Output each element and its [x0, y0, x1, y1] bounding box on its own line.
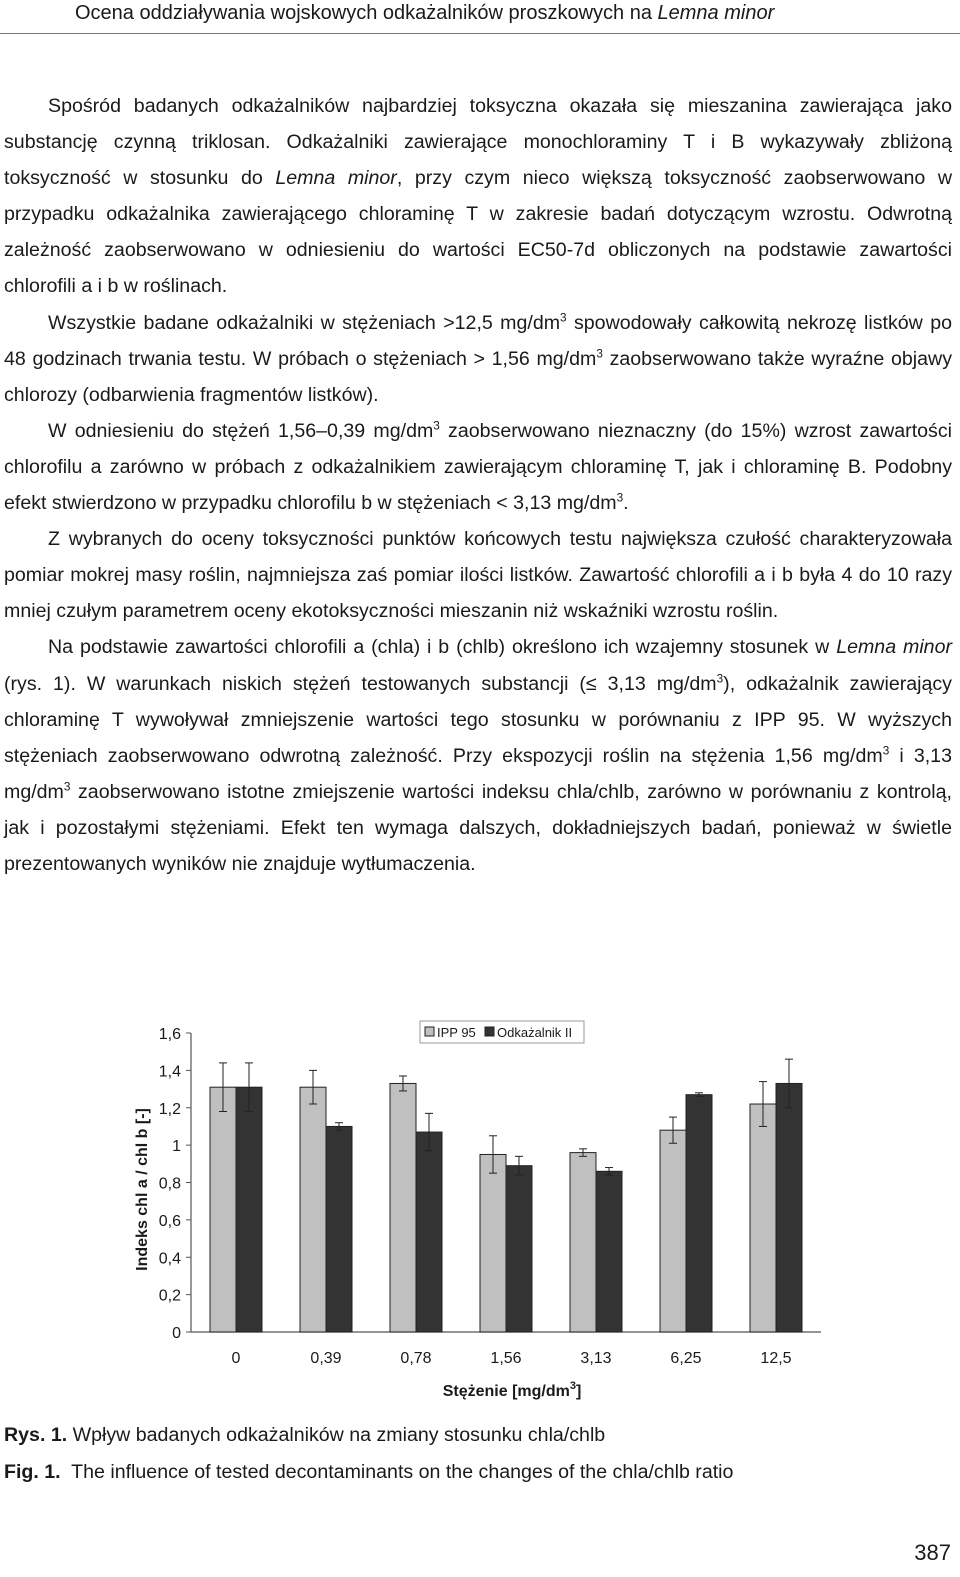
x-tick-label: 12,5 — [760, 1350, 792, 1367]
legend-swatch-ipp95 — [425, 1027, 434, 1036]
p2-sup-2: 3 — [596, 347, 603, 361]
p2-text-a: Wszystkie badane odkażalniki w stężeniach >12,5 mg/dm — [48, 311, 561, 334]
bar-ipp95 — [390, 1083, 416, 1332]
y-tick-label: 1,6 — [158, 1026, 181, 1043]
bar-ipp95 — [660, 1130, 686, 1332]
y-tick-label: 0 — [172, 1325, 181, 1342]
bar-odkazalnik-ii — [506, 1166, 532, 1332]
bar-chart — [0, 1010, 960, 1410]
bar-odkazalnik-ii — [596, 1171, 622, 1332]
p5-text-e: zaobserwowano istotne zmiejszenie wartości indeksu chla/chlb, zarówno w porównaniu z kontrolą, jak i pozostałymi stężeniami. Efekt ten wymaga dalszych, dokładniejszych badań, ponieważ w świetle prezentowanych wyników nie znajduje wytłumaczenia. — [4, 780, 952, 875]
x-axis-label-main: Stężenie [mg/dm — [442, 1383, 570, 1400]
y-tick-label: 1,4 — [158, 1063, 181, 1081]
p5-text-b: (rys. 1). W warunkach niskich stężeń testowanych substancji (≤ 3,13 mg/dm — [4, 672, 717, 695]
p1-text-b: , przy czym nieco większą toksyczność zaobserwowano w przypadku odkażalnika zawierającego chloraminę T w zakresie badań dotyczącym wzrostu. Odwrotną zależność zaobserwowano w odniesieniu do wartości EC50-7d obliczonych na podstawie zawartości chlorofili a i b w roślinach. — [4, 167, 952, 298]
p5-sup-1: 3 — [716, 671, 724, 685]
y-tick-label: 0,2 — [158, 1287, 181, 1305]
p2-text-b: spowodowały całkowitą nekrozę listków po 48 godzinach trwania testu. W próbach o stężeniach > 1,56 mg/dm — [4, 311, 952, 370]
y-tick-label: 1,2 — [158, 1100, 181, 1118]
x-tick-label: 0,78 — [400, 1350, 432, 1367]
running-head — [0, 0, 960, 38]
x-axis-label-sup: 3 — [569, 1380, 576, 1392]
caption-en-label: Fig. 1. — [4, 1461, 61, 1483]
bar-ipp95 — [300, 1087, 326, 1332]
p3-sup-1: 3 — [433, 419, 440, 433]
caption-pl-label: Rys. 1. — [4, 1424, 68, 1446]
caption-pl-text: Wpływ badanych odkażalników na zmiany stosunku chla/chlb — [67, 1424, 606, 1446]
p5-sup-2: 3 — [882, 744, 890, 758]
x-tick-label: 0 — [231, 1350, 241, 1367]
y-tick-label: 0,6 — [158, 1212, 181, 1230]
paragraph-4: Z wybranych do oceny toksyczności punktów końcowych testu największa czułość charakteryzowała pomiar mokrej masy roślin, najmniejsza zaś pomiar ilości listków. Zawartość chlorofili a i b była 4 do 10 razy mniej czułym parametrem oceny ekotoksyczności mieszanin niż wskaźniki wzrostu roślin. — [4, 528, 952, 623]
y-tick-label: 0,8 — [158, 1175, 181, 1193]
body-text — [4, 88, 952, 882]
x-tick-label: 0,39 — [310, 1350, 342, 1367]
legend-label-ipp95: IPP 95 — [437, 1025, 476, 1040]
legend-label-odkazalnik-ii: Odkażalnik II — [497, 1025, 573, 1040]
p5-sup-3: 3 — [63, 780, 71, 794]
bar-odkazalnik-ii — [416, 1132, 442, 1332]
bar-ipp95 — [570, 1153, 596, 1332]
paragraph-1 — [4, 88, 952, 305]
x-tick-label: 1,56 — [490, 1350, 522, 1367]
p1-text-a: Spośród badanych odkażalników najbardziej toksyczna okazała się mieszanina zawierająca jako substancję czynną triklosan. Odkażalniki zawierające monochloraminy T i B wykazywały zbliżoną toksyczność w stosunku do — [4, 95, 952, 190]
p5-species: Lemna minor — [836, 636, 952, 659]
y-tick-label: 0,4 — [158, 1250, 181, 1268]
p3-text-a: W odniesieniu do stężeń 1,56–0,39 mg/dm — [48, 419, 434, 442]
caption-en — [4, 1461, 733, 1484]
caption-en-text: The influence of tested decontaminants on the changes of the chla/chlb ratio — [60, 1461, 734, 1483]
x-tick-label: 3,13 — [580, 1350, 612, 1367]
p1-species: Lemna minor — [275, 167, 397, 190]
caption-pl — [4, 1424, 605, 1447]
p5-text-c: ), odkażalnik zawierający chloraminę T wywoływał zmniejszenie wartości tego stosunku w porównaniu z IPP 95. W wyższych stężeniach zaobserwowano odwrotną zależność. Przy ekspozycji roślin na stężenia 1,56 mg/dm — [4, 672, 952, 767]
x-axis-label-end: ] — [575, 1383, 582, 1400]
p3-text-c: . — [623, 492, 629, 515]
p2-text-c: zaobserwowano także wyraźne objawy chlorozy (odbarwienia fragmentów listków). — [4, 347, 952, 406]
p3-text-b: zaobserwowano nieznaczny (do 15%) wzrost zawartości chlorofilu a zarówno w próbach z odkażalnikiem zawierającym chloraminę T, jak i chloraminę B. Podobny efekt stwierdzono w przypadku chlorofilu b w stężeniach < 3,13 mg/dm — [4, 419, 952, 515]
running-title-text: Ocena oddziaływania wojskowych odkażalników proszkowych na — [75, 2, 658, 24]
page-number: 387 — [914, 1540, 951, 1565]
p2-sup-1: 3 — [560, 311, 567, 325]
legend-swatch-odkazalnik-ii — [485, 1027, 494, 1036]
bar-odkazalnik-ii — [326, 1126, 352, 1332]
p5-text-a: Na podstawie zawartości chlorofili a (chla) i b (chlb) określono ich wzajemny stosunek w — [48, 636, 837, 659]
p5-text-d: i 3,13 mg/dm — [4, 744, 952, 803]
bar-odkazalnik-ii — [236, 1087, 262, 1332]
x-tick-label: 6,25 — [670, 1350, 702, 1367]
bar-odkazalnik-ii — [776, 1083, 802, 1332]
bar-ipp95 — [210, 1087, 236, 1332]
y-tick-label: 1 — [172, 1138, 181, 1156]
header-rule — [0, 33, 960, 34]
x-axis-label — [443, 1380, 582, 1400]
paragraph-5 — [4, 629, 952, 882]
running-title-species: Lemna minor — [657, 2, 775, 24]
bar-odkazalnik-ii — [686, 1095, 712, 1332]
paragraph-2 — [4, 305, 952, 413]
bar-ipp95 — [480, 1154, 506, 1332]
running-title — [75, 2, 774, 25]
p3-sup-2: 3 — [616, 491, 624, 505]
y-axis-label: Indeks chl a / chl b [-] — [134, 1108, 151, 1271]
bar-ipp95 — [750, 1104, 776, 1332]
paragraph-3 — [4, 413, 952, 521]
figure-1 — [0, 1010, 960, 1410]
